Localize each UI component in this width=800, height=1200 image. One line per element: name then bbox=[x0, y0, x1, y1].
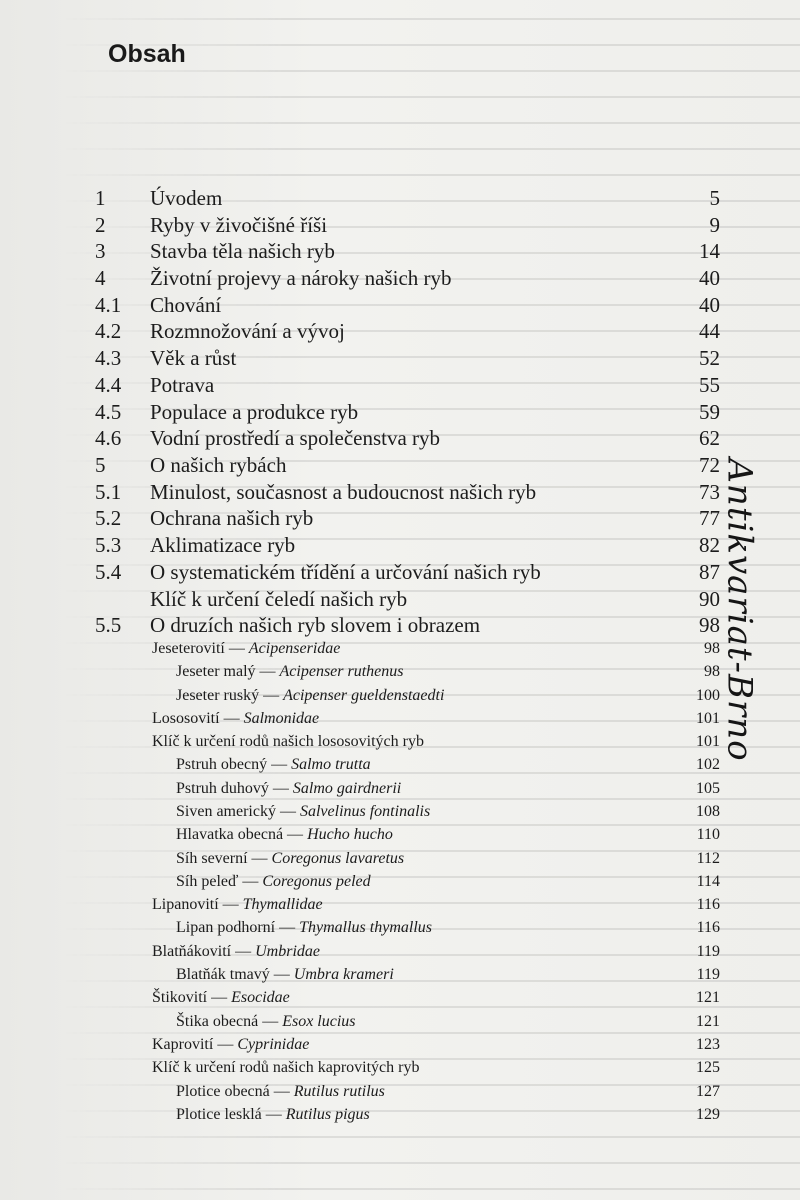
toc-entry-number: 5.1 bbox=[95, 480, 122, 504]
toc-entry-title bbox=[150, 293, 221, 318]
toc-entry bbox=[0, 560, 720, 590]
toc-entry-page-number: 62 bbox=[699, 426, 720, 450]
toc-entry-latin-name: Salmo gairdnerii bbox=[292, 780, 402, 797]
toc-entry-latin-name: Coregonus lavaretus bbox=[271, 850, 405, 867]
toc-entry-page-number: 9 bbox=[709, 213, 720, 237]
toc-entry-number: 4.5 bbox=[95, 400, 122, 424]
toc-entry-number: 5.5 bbox=[95, 613, 122, 637]
toc-entry-czech-name: Potrava bbox=[150, 373, 215, 397]
toc-entry-latin-name: Salmo trutta bbox=[291, 756, 371, 773]
toc-entry-czech-name: Stavba těla našich ryb bbox=[150, 239, 335, 263]
toc-entry bbox=[0, 453, 720, 483]
toc-entry-page-number: 55 bbox=[699, 373, 720, 397]
toc-entry-page-number: 119 bbox=[696, 943, 720, 960]
toc-entry-czech-name: Siven americký — bbox=[176, 803, 300, 820]
toc-entry-page-number: 129 bbox=[696, 1106, 720, 1123]
toc-entry-czech-name: Lososovití — bbox=[152, 710, 244, 727]
toc-entry bbox=[0, 1106, 720, 1136]
toc-entry-czech-name: Úvodem bbox=[150, 186, 223, 210]
toc-entry-title bbox=[176, 756, 371, 774]
toc-entry-latin-name: Acipenseridae bbox=[248, 640, 341, 657]
toc-entry-title bbox=[150, 400, 358, 425]
toc-entry-number: 4.1 bbox=[95, 293, 122, 317]
toc-entry bbox=[0, 319, 720, 349]
toc-entry-page-number: 125 bbox=[696, 1059, 720, 1076]
toc-entry-title bbox=[150, 346, 236, 371]
toc-entry-number: 5 bbox=[95, 453, 106, 477]
toc-entry-czech-name: Minulost, současnost a budoucnost našich ryb bbox=[150, 480, 537, 504]
toc-entry-page-number: 82 bbox=[699, 533, 720, 557]
toc-entry-czech-name: O systematickém třídění a určování našich ryb bbox=[150, 560, 541, 584]
toc-entry-number: 2 bbox=[95, 213, 106, 237]
toc-entry-title bbox=[150, 613, 480, 638]
stamp-text: Antikvariat-Brno bbox=[720, 458, 761, 762]
toc-entry-latin-name: Cyprinidae bbox=[237, 1036, 310, 1053]
toc-entry-czech-name: Plotice obecná — bbox=[176, 1083, 294, 1100]
toc-entry-czech-name: Jeseter ruský — bbox=[176, 687, 284, 704]
toc-entry-latin-name: Umbridae bbox=[255, 943, 320, 960]
toc-entry-czech-name: Chování bbox=[150, 293, 222, 317]
toc-entry-number: 4 bbox=[95, 266, 106, 290]
toc-entry-title bbox=[152, 1036, 309, 1054]
toc-entry-page-number: 72 bbox=[699, 453, 720, 477]
toc-entry-title bbox=[150, 319, 345, 344]
toc-entry-page-number: 77 bbox=[699, 506, 720, 530]
toc-entry-page-number: 90 bbox=[699, 587, 720, 611]
toc-entry bbox=[0, 346, 720, 376]
toc-entry-czech-name: Klíč k určení čeledí našich ryb bbox=[150, 587, 408, 611]
toc-entry-page-number: 119 bbox=[696, 966, 720, 983]
toc-entry bbox=[0, 186, 720, 216]
toc-entry-latin-name: Acipenser gueldenstaedti bbox=[283, 687, 445, 704]
toc-entry-czech-name: Jeseterovití — bbox=[152, 640, 249, 657]
toc-entry-title bbox=[150, 453, 286, 478]
toc-entry-title bbox=[176, 826, 393, 844]
toc-entry-czech-name: Aklimatizace ryb bbox=[150, 533, 296, 557]
toc-entry-number: 5.3 bbox=[95, 533, 122, 557]
toc-entry-czech-name: Ochrana našich ryb bbox=[150, 506, 314, 530]
toc-entry-title bbox=[176, 1083, 385, 1101]
toc-entry-page-number: 40 bbox=[699, 293, 720, 317]
toc-entry-title bbox=[152, 710, 319, 728]
toc-entry-number: 4.3 bbox=[95, 346, 122, 370]
toc-entry-page-number: 102 bbox=[696, 756, 720, 773]
toc-entry-czech-name: Lipanovití — bbox=[152, 896, 243, 913]
toc-entry-title bbox=[150, 587, 407, 612]
toc-entry-czech-name: Štika obecná — bbox=[176, 1013, 283, 1030]
toc-entry-page-number: 116 bbox=[696, 919, 720, 936]
toc-entry bbox=[0, 239, 720, 269]
toc-entry-latin-name: Esocidae bbox=[231, 989, 290, 1006]
toc-entry-page-number: 52 bbox=[699, 346, 720, 370]
toc-entry-title bbox=[152, 1059, 419, 1077]
page-title: Obsah bbox=[108, 40, 186, 68]
toc-entry-page-number: 101 bbox=[696, 733, 720, 750]
toc-entry-page-number: 127 bbox=[696, 1083, 720, 1100]
toc-entry-title bbox=[150, 213, 327, 238]
toc-entry-title bbox=[152, 943, 320, 961]
toc-entry-page-number: 110 bbox=[696, 826, 720, 843]
toc-entry-number: 4.4 bbox=[95, 373, 122, 397]
toc-entry-title bbox=[150, 239, 335, 264]
toc-entry-page-number: 100 bbox=[696, 687, 720, 704]
toc-entry-page-number: 108 bbox=[696, 803, 720, 820]
toc-entry-czech-name: Věk a růst bbox=[150, 346, 237, 370]
toc-entry-page-number: 116 bbox=[696, 896, 720, 913]
toc-entry-latin-name: Hucho hucho bbox=[307, 826, 393, 843]
toc-entry-czech-name: Hlavatka obecná — bbox=[176, 826, 308, 843]
toc-entry bbox=[0, 506, 720, 536]
toc-entry-title bbox=[150, 480, 536, 505]
toc-entry-latin-name: Coregonus peled bbox=[262, 873, 371, 890]
toc-entry-number: 3 bbox=[95, 239, 106, 263]
toc-entry-number: 4.6 bbox=[95, 426, 122, 450]
toc-entry bbox=[0, 533, 720, 563]
toc-entry-title bbox=[176, 687, 444, 705]
toc-entry-title bbox=[176, 919, 432, 937]
toc-entry-czech-name: Blatňákovití — bbox=[152, 943, 256, 960]
toc-entry-latin-name: Salvelinus fontinalis bbox=[299, 803, 431, 820]
toc-entry-title bbox=[150, 533, 295, 558]
toc-entry-page-number: 98 bbox=[704, 640, 720, 657]
toc-entry-latin-name: Thymallidae bbox=[242, 896, 323, 913]
toc-entry-latin-name: Acipenser ruthenus bbox=[279, 663, 404, 680]
toc-entry-czech-name: Klíč k určení rodů našich kaprovitých ryb bbox=[152, 1059, 420, 1076]
toc-entry-latin-name: Salmonidae bbox=[243, 710, 320, 727]
toc-entry-czech-name: Pstruh obecný — bbox=[176, 756, 292, 773]
toc-entry-czech-name: Štikovití — bbox=[152, 989, 232, 1006]
toc-entry-page-number: 5 bbox=[709, 186, 720, 210]
toc-entry-title bbox=[150, 560, 541, 585]
toc-entry-page-number: 105 bbox=[696, 780, 720, 797]
toc-entry-page-number: 114 bbox=[696, 873, 720, 890]
toc-entry-czech-name: Plotice lesklá — bbox=[176, 1106, 286, 1123]
antikvariat-stamp bbox=[700, 460, 780, 760]
toc-entry-title bbox=[176, 663, 404, 681]
toc-entry-czech-name: Vodní prostředí a společenstva ryb bbox=[150, 426, 441, 450]
toc-entry-title bbox=[176, 850, 404, 868]
toc-entry-page-number: 101 bbox=[696, 710, 720, 727]
toc-entry-page-number: 87 bbox=[699, 560, 720, 584]
toc-entry-czech-name: Ryby v živočišné říši bbox=[150, 213, 328, 237]
toc-entry-latin-name: Rutilus rutilus bbox=[293, 1083, 385, 1100]
toc-entry-title bbox=[150, 266, 452, 291]
toc-entry-title bbox=[152, 640, 340, 658]
toc-entry-czech-name: Jeseter malý — bbox=[176, 663, 280, 680]
toc-entry bbox=[0, 373, 720, 403]
toc-entry-czech-name: Síh peleď — bbox=[176, 873, 263, 890]
toc-entry-title bbox=[150, 506, 313, 531]
toc-entry-title bbox=[150, 426, 440, 451]
toc-entry-czech-name: Pstruh duhový — bbox=[176, 780, 293, 797]
toc-entry-page-number: 73 bbox=[699, 480, 720, 504]
toc-entry-title bbox=[176, 873, 371, 891]
toc-entry-latin-name: Esox lucius bbox=[282, 1013, 356, 1030]
toc-entry-latin-name: Umbra krameri bbox=[293, 966, 394, 983]
toc-entry-title bbox=[152, 896, 323, 914]
toc-entry-latin-name: Thymallus thymallus bbox=[299, 919, 432, 936]
toc-entry-czech-name: Populace a produkce ryb bbox=[150, 400, 359, 424]
toc-entry bbox=[0, 613, 720, 643]
toc-entry-latin-name: Rutilus pigus bbox=[285, 1106, 370, 1123]
toc-entry-title bbox=[176, 780, 401, 798]
toc-entry-title bbox=[152, 989, 290, 1007]
toc-entry-number: 4.2 bbox=[95, 319, 122, 343]
toc-entry-czech-name: Klíč k určení rodů našich lososovitých ryb bbox=[152, 733, 424, 750]
toc-entry-number: 5.4 bbox=[95, 560, 122, 584]
toc-entry-page-number: 98 bbox=[704, 663, 720, 680]
toc-entry bbox=[0, 266, 720, 296]
toc-entry-czech-name: Blatňák tmavý — bbox=[176, 966, 294, 983]
toc-entry-title bbox=[176, 803, 430, 821]
toc-entry-page-number: 121 bbox=[696, 989, 720, 1006]
toc-entry-czech-name: O našich rybách bbox=[150, 453, 287, 477]
toc-entry-czech-name: Kaprovití — bbox=[152, 1036, 238, 1053]
toc-entry-title bbox=[150, 373, 214, 398]
toc-entry-title bbox=[152, 733, 424, 751]
toc-entry-title bbox=[176, 966, 394, 984]
toc-entry-number: 5.2 bbox=[95, 506, 122, 530]
toc-entry-title bbox=[176, 1106, 370, 1124]
toc-entry-czech-name: Síh severní — bbox=[176, 850, 272, 867]
toc-entry-czech-name: Životní projevy a nároky našich ryb bbox=[150, 266, 452, 290]
toc-entry-page-number: 123 bbox=[696, 1036, 720, 1053]
toc-entry-czech-name: Lipan podhorní — bbox=[176, 919, 300, 936]
toc-entry-czech-name: Rozmnožování a vývoj bbox=[150, 319, 345, 343]
toc-entry bbox=[0, 426, 720, 456]
toc-entry-page-number: 40 bbox=[699, 266, 720, 290]
toc-entry-page-number: 98 bbox=[699, 613, 720, 637]
toc-entry-page-number: 112 bbox=[696, 850, 720, 867]
toc-entry-page-number: 14 bbox=[699, 239, 720, 263]
toc-entry-title bbox=[150, 186, 222, 211]
toc-entry-page-number: 44 bbox=[699, 319, 720, 343]
toc-entry-number: 1 bbox=[95, 186, 106, 210]
toc-entry-page-number: 121 bbox=[696, 1013, 720, 1030]
toc-entry-title bbox=[176, 1013, 356, 1031]
toc-entry-czech-name: O druzích našich ryb slovem i obrazem bbox=[150, 613, 481, 637]
toc-entry-page-number: 59 bbox=[699, 400, 720, 424]
